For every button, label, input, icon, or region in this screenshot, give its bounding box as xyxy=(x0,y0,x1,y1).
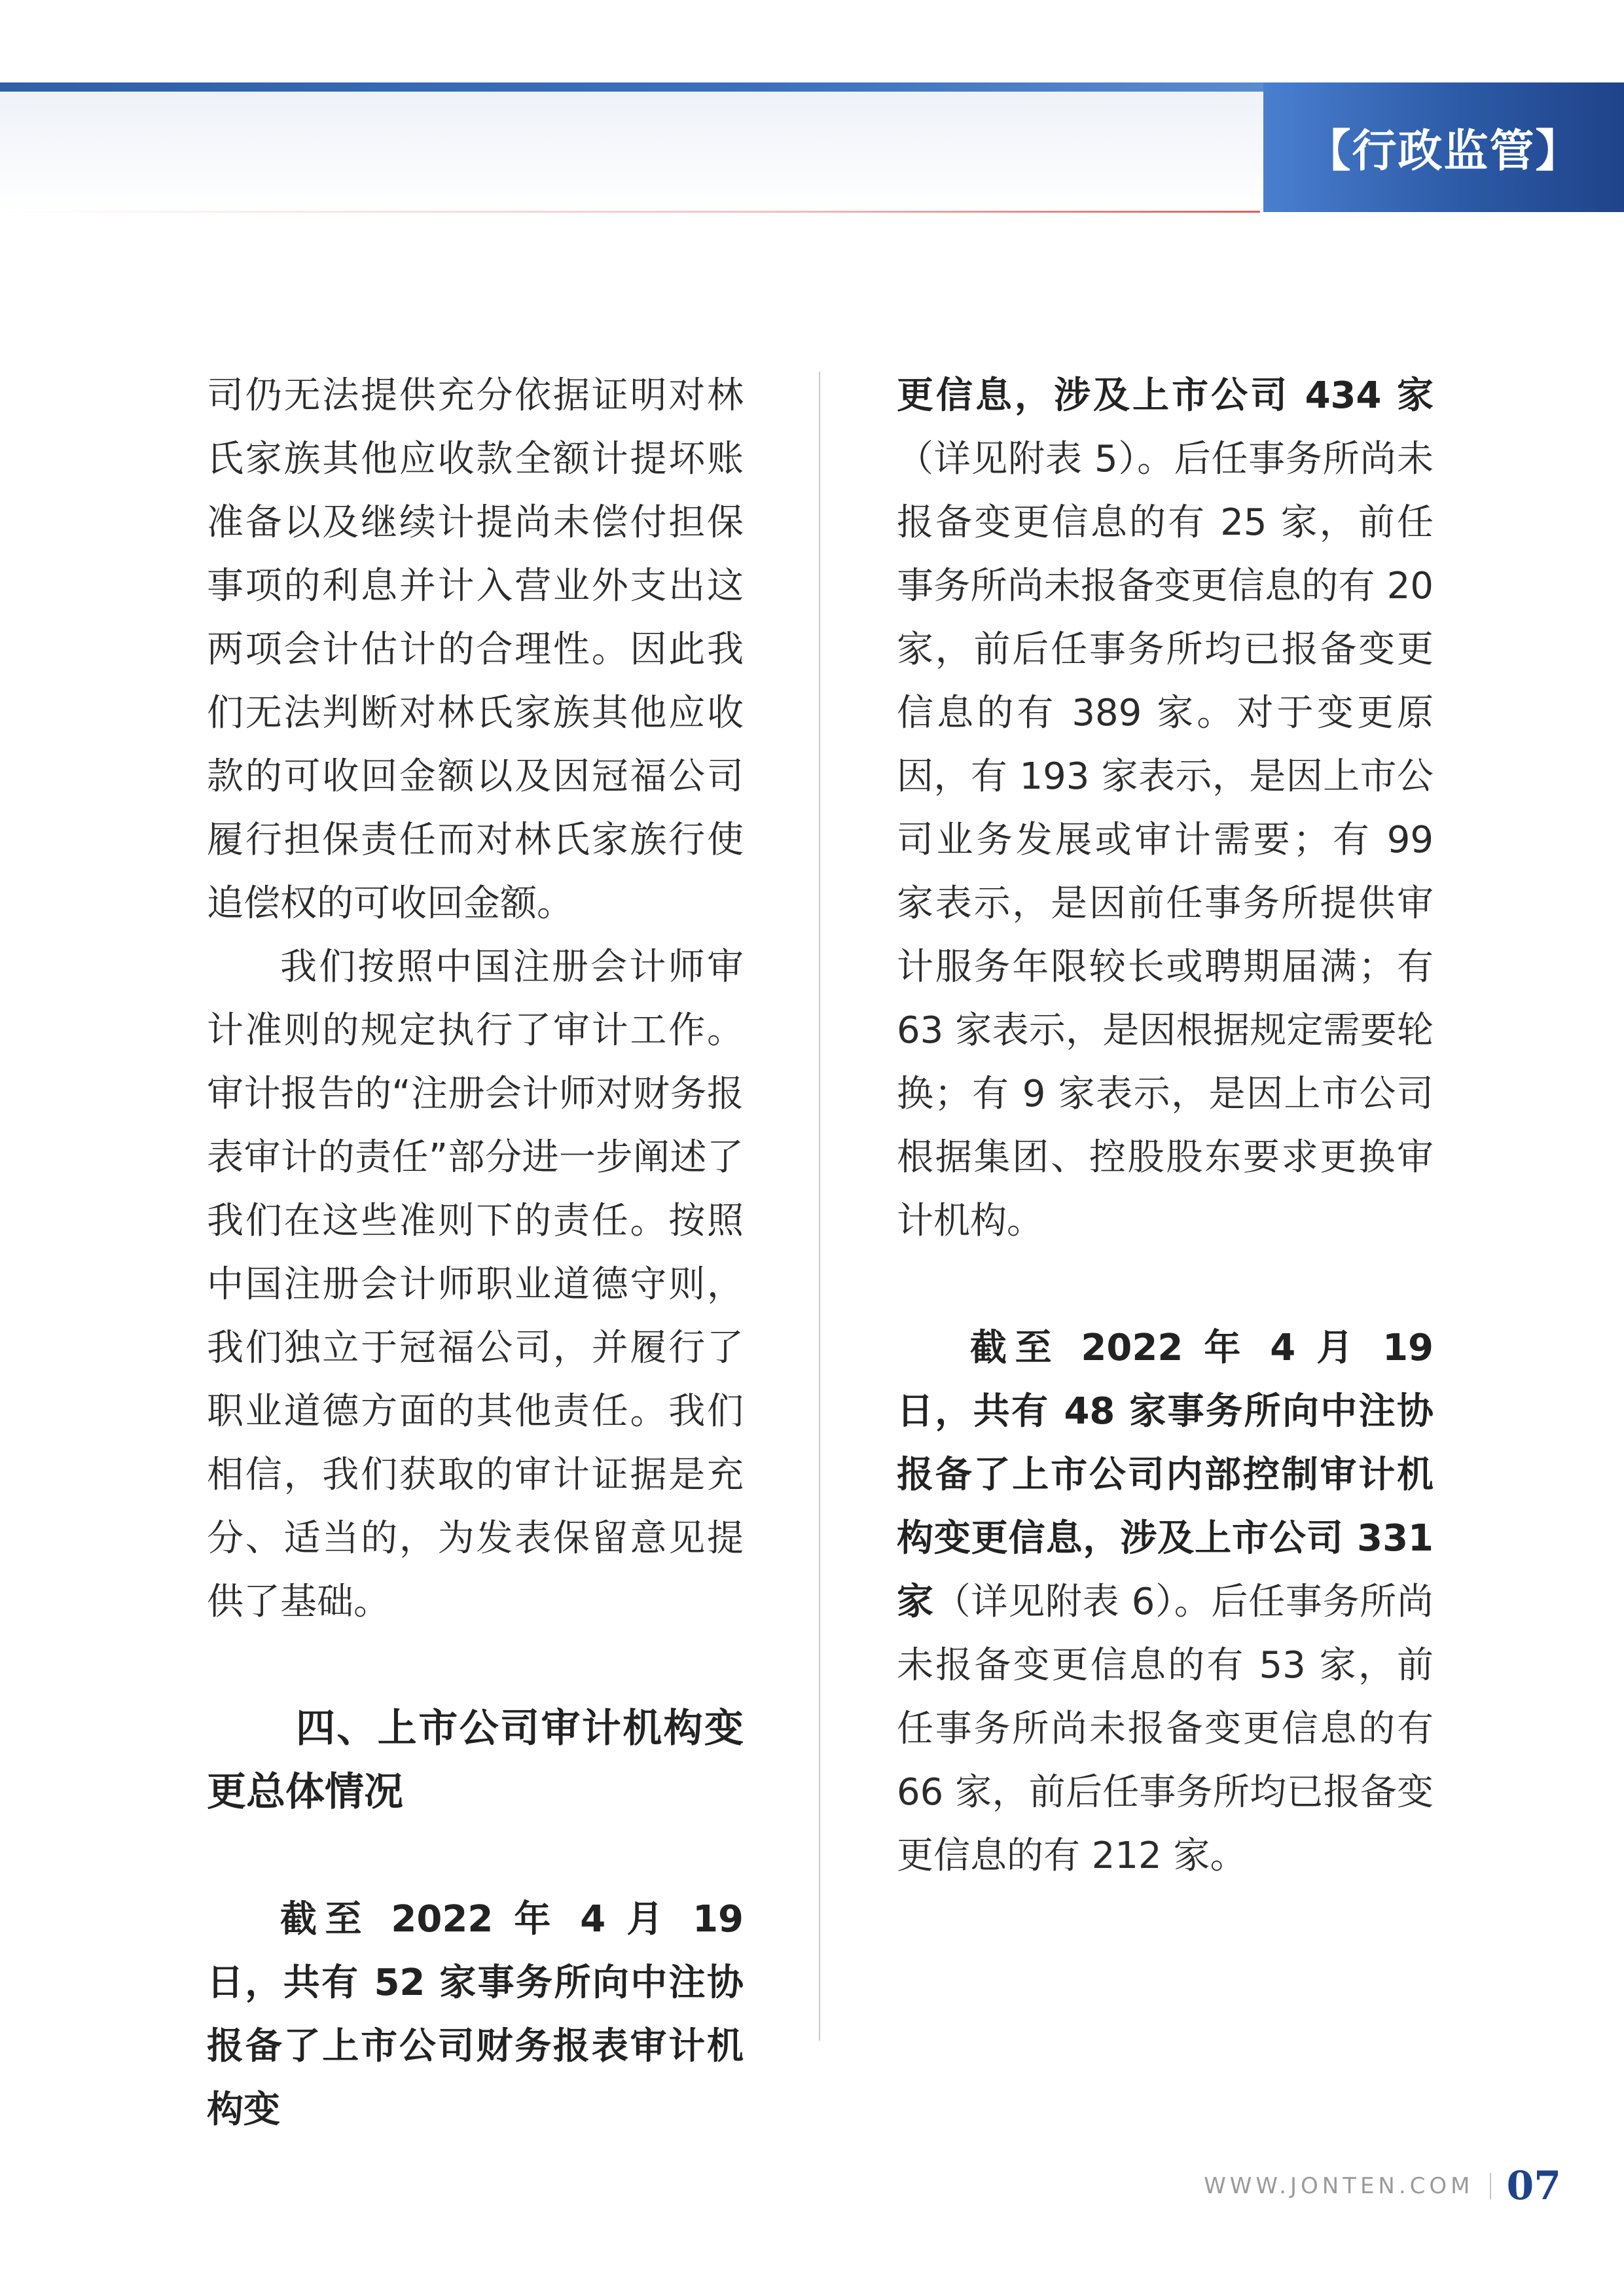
right-paragraph-2 xyxy=(897,1316,1434,1888)
right-column xyxy=(897,364,1434,1888)
section-title: 四、上市公司审计机构变更总体情况 xyxy=(207,1706,744,1815)
page-footer xyxy=(1204,2160,1561,2212)
left-paragraph-3-bold: 截至 2022 年 4 月 19 日，共有 52 家事务所向中注协报备了上市公司财务报表审计机构变 xyxy=(207,1898,744,2131)
website-text: WWW.JONTEN.COM xyxy=(1204,2173,1474,2199)
spacer xyxy=(207,1824,744,1888)
right-paragraph-1-bold: 更信息，涉及上市公司 434 家 xyxy=(897,374,1434,417)
header-red-rule xyxy=(0,211,1260,213)
section-tag-label: 【行政监管】 xyxy=(1306,125,1581,177)
left-paragraph-3 xyxy=(207,1888,744,2142)
spacer xyxy=(897,1253,1434,1316)
right-paragraph-2-bold: 截至 2022 年 4 月 19 日，共有 48 家事务所向中注协报备了上市公司内部控制审计机构变更信息，涉及上市公司 331 家 xyxy=(897,1327,1434,1623)
header-accent-line xyxy=(0,82,1263,92)
left-paragraph-2: 我们按照中国注册会计师审计准则的规定执行了审计工作。审计报告的“注册会计师对财务报表审计的责任”部分进一步阐述了我们在这些准则下的责任。按照中国注册会计师职业道德守则，我们独立于冠福公司，并履行了职业道德方面的其他责任。我们相信，我们获取的审计证据是充分、适当的，为发表保留意见提供了基础。 xyxy=(207,946,744,1623)
page-number: 07 xyxy=(1506,2163,1561,2209)
left-paragraph-1: 司仍无法提供充分依据证明对林氏家族其他应收款全额计提坏账准备以及继续计提尚未偿付担保事项的利息并计入营业外支出这两项会计估计的合理性。因此我们无法判断对林氏家族其他应收款的可收回金额以及因冠福公司履行担保责任而对林氏家族行使追偿权的可收回金额。 xyxy=(207,374,744,925)
right-paragraph-1-text: （详见附表 5）。后任事务所尚未报备变更信息的有 25 家，前任事务所尚未报备变更信息的有 20 家，前后任事务所均已报备变更信息的有 389 家。对于变更原因，有 193 家表示，是因上市公司业务发展或审计需要；有 99 家表示，是因前任事务所提供审计服务年限较长或聘期届满；有 63 家表示，是因根据规定需要轮换；有 9 家表示，是因上市公司根据集团、控股股东要求更换审计机构。 xyxy=(897,438,1434,1242)
right-paragraph-1 xyxy=(897,364,1434,1253)
section-tag xyxy=(1263,82,1624,212)
column-divider xyxy=(819,372,820,2041)
left-column xyxy=(207,364,744,2142)
footer-separator xyxy=(1490,2173,1491,2199)
right-paragraph-2-text: （详见附表 6）。后任事务所尚未报备变更信息的有 53 家，前任事务所尚未报备变更信息的有 66 家，前后任事务所均已报备变更信息的有 212 家。 xyxy=(897,1581,1434,1877)
spacer xyxy=(207,1634,744,1697)
header-band xyxy=(0,92,1263,212)
